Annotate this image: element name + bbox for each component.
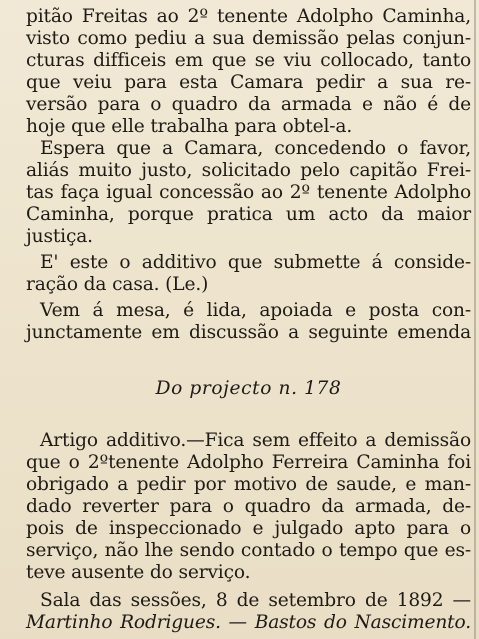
text-line: visto como pediu a sua demissão pelas conjun-: [26, 28, 471, 49]
text-line: Espera que a Camara, concedendo o favor,: [40, 138, 471, 159]
text-line: Caminha, porque pratica um acto da maior: [26, 204, 471, 225]
section-heading: Do projecto n. 178: [155, 378, 342, 399]
text-line: ração da casa. (Le.): [26, 274, 209, 295]
text-line: serviço, não lhe sendo contado o tempo que es-: [26, 540, 471, 561]
text-line: Artigo additivo.—Fica sem effeito a demissão: [40, 430, 471, 451]
column-rule: [474, 0, 476, 639]
text-line: junctamente em discussão a seguinte emenda: [26, 322, 471, 343]
text-line: Vem á mesa, é lida, apoiada e posta con-: [40, 300, 471, 321]
text-line: teve ausente do serviço.: [26, 562, 251, 583]
text-line: cturas difficeis em que se viu collocado, tanto: [26, 50, 471, 71]
text-line: pitão Freitas ao 2º tenente Adolpho Caminha,: [26, 6, 471, 27]
text-line: que veiu para esta Camara pedir a sua re-: [26, 72, 471, 93]
closing-line: Sala das sessões, 8 de setembro de 1892 —: [40, 590, 471, 611]
text-line: dado reverter para o quadro da armada, de-: [26, 496, 471, 517]
text-line: E' este o additivo que submette á conside-: [40, 252, 471, 273]
text-line: obrigado a pedir por motivo de saude, e man-: [26, 474, 471, 495]
text-line: tas faça igual concessão ao 2º tenente Adolpho: [26, 182, 471, 203]
text-line: que o 2ºtenente Adolpho Ferreira Caminha foi: [26, 452, 471, 473]
text-line: versão para o quadro da armada e não é de: [26, 94, 471, 115]
text-line: hoje que elle trabalha para obtel-a.: [26, 116, 353, 137]
text-line: aliás muito justo, solicitado pelo capitão Frei-: [26, 160, 471, 181]
signatures-line: Martinho Rodrigues. — Bastos do Nascimento.: [26, 612, 471, 633]
text-line: justiça.: [26, 226, 93, 247]
text-line: pois de inspeccionado e julgado apto para o: [26, 518, 471, 539]
